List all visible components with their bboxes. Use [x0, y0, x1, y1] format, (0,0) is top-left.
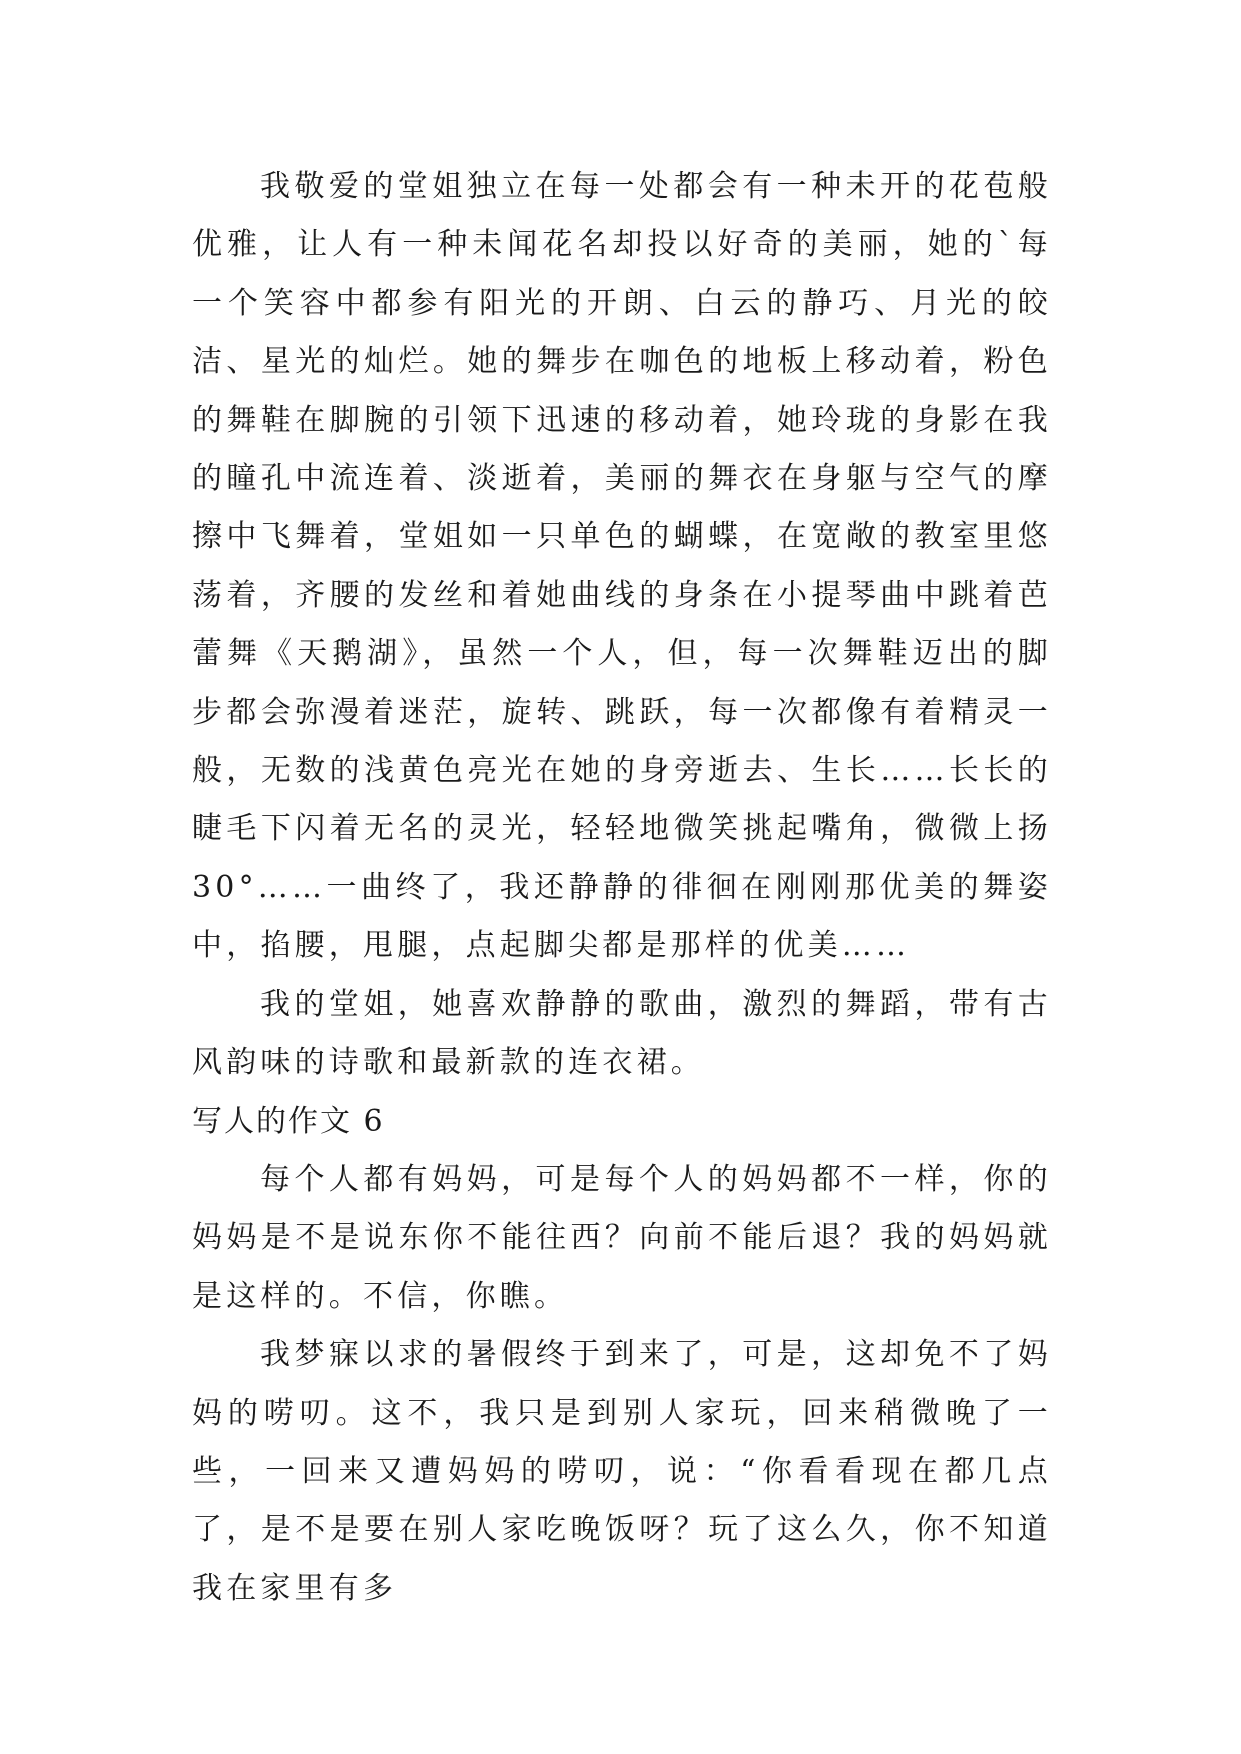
paragraph-summer-vacation: 我梦寐以求的暑假终于到来了，可是，这却免不了妈妈的唠叨。这不，我只是到别人家玩，回来稍微晚了一些，一回来又遭妈妈的唠叨，说：“你看看现在都几点了，是不是要在别人家吃晚饭呀？玩了这么久，你不知道我在家里有多 — [192, 1337, 1052, 1606]
document-page — [192, 158, 1052, 1618]
paragraph-cousin-likes: 我的堂姐，她喜欢静静的歌曲，激烈的舞蹈，带有古风韵味的诗歌和最新款的连衣裙。 — [192, 986, 1052, 1081]
essay-heading: 写人的作文 6 — [192, 1103, 385, 1139]
paragraph-mothers: 每个人都有妈妈，可是每个人的妈妈都不一样，你的妈妈是不是说东你不能往西？向前不能后退？我的妈妈就是这样的。不信，你瞧。 — [192, 1161, 1052, 1314]
paragraph-cousin-dance: 我敬爱的堂姐独立在每一处都会有一种未开的花苞般优雅，让人有一种未闻花名却投以好奇的美丽，她的`每一个笑容中都参有阳光的开朗、白云的静巧、月光的皎洁、星光的灿烂。她的舞步在咖色的地板上移动着，粉色的舞鞋在脚腕的引领下迅速的移动着，她玲珑的身影在我的瞳孔中流连着、淡逝着，美丽的舞衣在身躯与空气的摩擦中飞舞着，堂姐如一只单色的蝴蝶，在宽敞的教室里悠荡着，齐腰的发丝和着她曲线的身条在小提琴曲中跳着芭蕾舞《天鹅湖》，虽然一个人，但，每一次舞鞋迈出的脚步都会弥漫着迷茫，旋转、跳跃，每一次都像有着精灵一般，无数的浅黄色亮光在她的身旁逝去、生长……长长的睫毛下闪着无名的灵光，轻轻地微笑挑起嘴角，微微上扬 30°……一曲终了，我还静静的徘徊在刚刚那优美的舞姿中，掐腰，甩腿，点起脚尖都是那样的优美…… — [192, 169, 1052, 964]
